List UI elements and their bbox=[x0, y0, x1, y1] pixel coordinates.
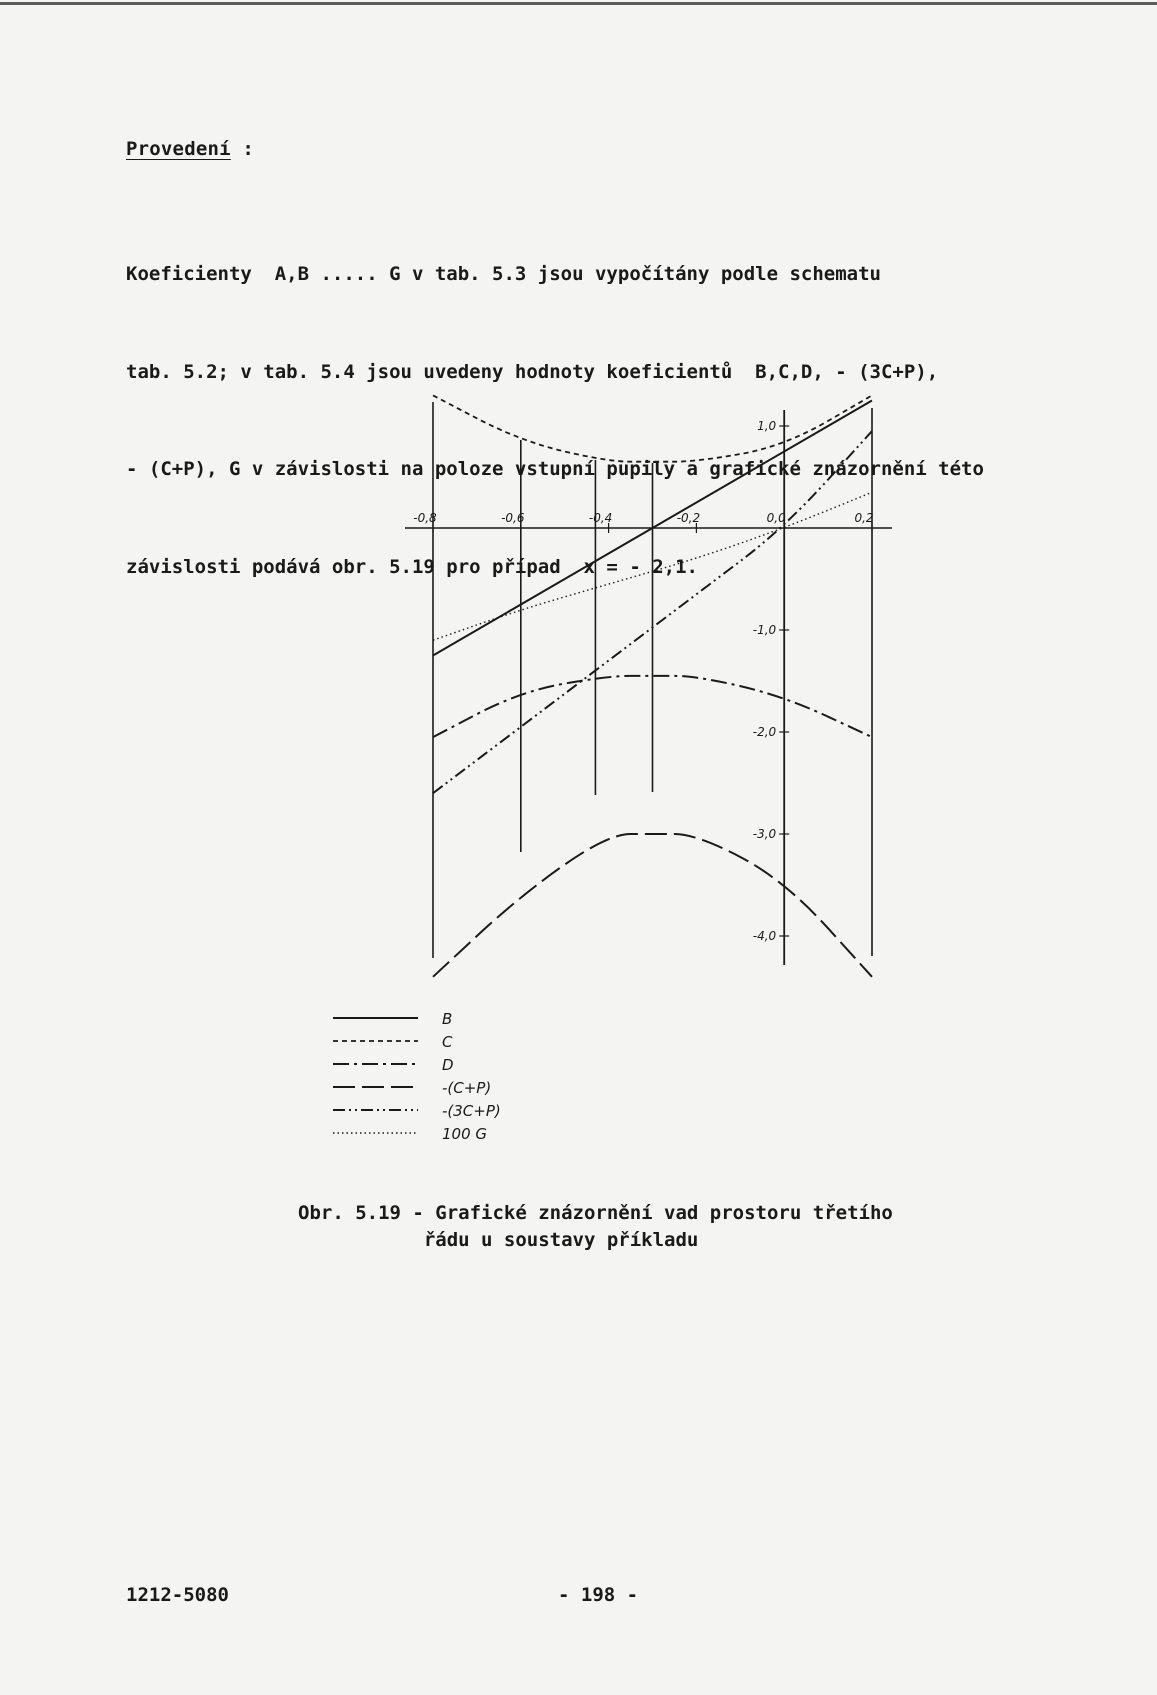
legend-label: D bbox=[442, 1056, 454, 1074]
x-tick-label: 0,2 bbox=[854, 511, 874, 525]
paragraph-line: - (C+P), G v závislosti na poloze vstupní pupily a grafické znázornění této bbox=[126, 458, 984, 480]
paragraph-line: závislosti podává obr. 5.19 pro případ x = - 2,1. bbox=[126, 555, 698, 578]
y-tick-label: -2,0 bbox=[752, 725, 777, 739]
figure-caption bbox=[298, 1200, 998, 1254]
legend-label: -(C+P) bbox=[442, 1079, 492, 1097]
caption-line: Obr. 5.19 - Grafické znázornění vad prostoru třetího bbox=[298, 1202, 893, 1224]
page-number: - 198 - bbox=[558, 1584, 639, 1606]
x-tick-label: 0,0 bbox=[766, 511, 786, 525]
legend-label: C bbox=[442, 1033, 453, 1051]
paragraph-line: Koeficienty A,B ..... G v tab. 5.3 jsou vypočítány podle schematu bbox=[126, 263, 881, 285]
x-tick-label: -0,4 bbox=[588, 511, 613, 525]
x-tick-label: -0,6 bbox=[501, 511, 525, 525]
y-tick-label: -3,0 bbox=[752, 827, 777, 841]
legend-label: B bbox=[442, 1010, 453, 1028]
legend-label: -(3C+P) bbox=[442, 1102, 501, 1120]
y-tick-label: 1,0 bbox=[757, 419, 777, 433]
document-number: 1212-5080 bbox=[126, 1584, 229, 1606]
heading-label: Provedení bbox=[126, 138, 231, 160]
heading-suffix: : bbox=[230, 138, 255, 160]
y-tick-label: -1,0 bbox=[752, 623, 777, 637]
series-line-c bbox=[433, 395, 872, 461]
x-tick-label: -0,8 bbox=[413, 511, 437, 525]
y-tick-label: -4,0 bbox=[752, 929, 777, 943]
caption-line: řádu u soustavy příkladu bbox=[298, 1229, 699, 1251]
series-line-cp bbox=[433, 834, 872, 977]
legend-label: 100 G bbox=[442, 1125, 488, 1143]
x-tick-label: -0,2 bbox=[676, 511, 701, 525]
paragraph-line: tab. 5.2; v tab. 5.4 jsou uvedeny hodnoty koeficientů B,C,D, - (3C+P), bbox=[126, 360, 939, 383]
